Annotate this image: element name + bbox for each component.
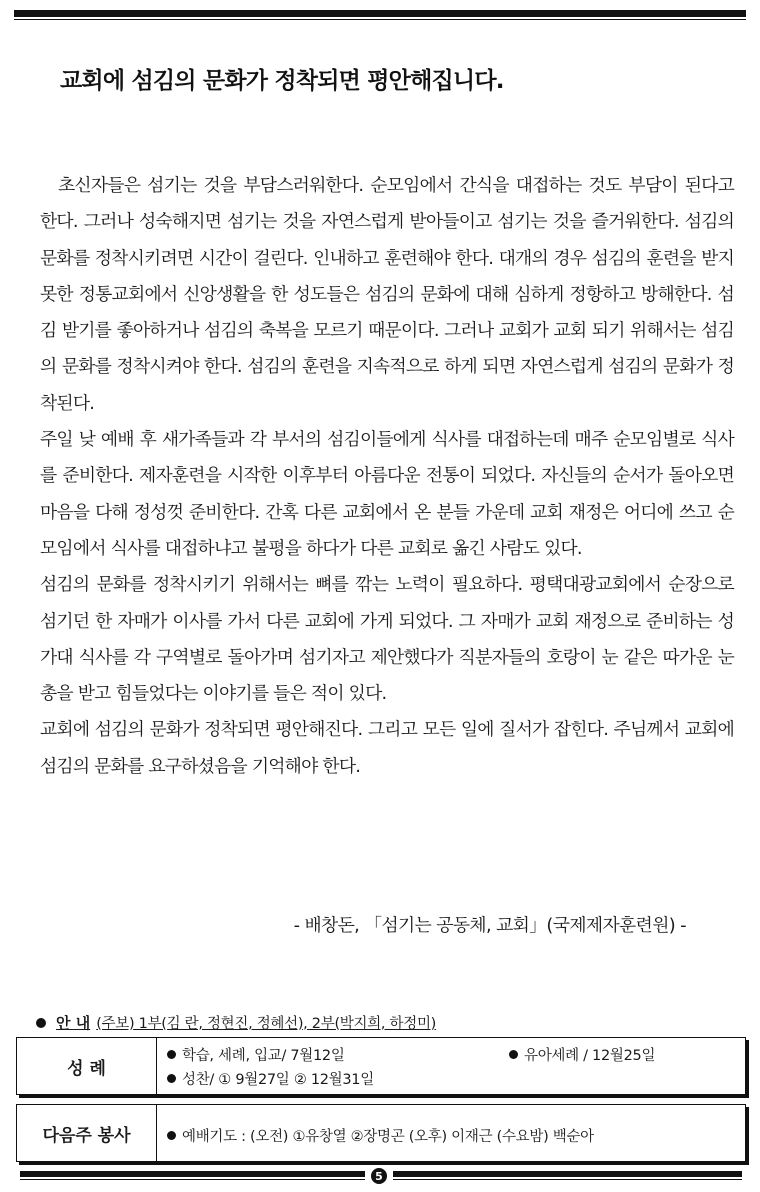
- citation: - 배창돈, 「섬기는 공동체, 교회」(국제제자훈련원) -: [293, 915, 686, 936]
- paragraph-4: 교회에 섬김의 문화가 정착되면 평안해진다. 그리고 모든 일에 질서가 잡힌다. 주님께서 교회에 섬김의 문화를 요구하셨음을 기억해야 한다.: [40, 719, 734, 777]
- bullet-icon: [167, 1131, 176, 1140]
- paragraph-2: 주일 낮 예배 후 새가족들과 각 부서의 섬김이들에게 식사를 대접하는데 매주 순모임별로 식사를 준비한다. 제자훈련을 시작한 이후부터 아름다운 전통이 되었다. 자신들의 순서가 돌아오면 마음을 다해 정성껏 준비한다. 간혹 다른 교회에서 온 분들 가운데 교회 재정은 어디에 쓰고 순모임에서 식사를 대접하냐고 불평을 하다가 다른 교회로 옮긴 사람도 있다.: [40, 429, 734, 559]
- sacrament-row: [16, 1037, 746, 1095]
- article-title: 교회에 섬김의 문화가 정착되면 평안해집니다.: [60, 68, 504, 94]
- top-rule: [14, 10, 746, 17]
- bottom-rule-right: [393, 1171, 742, 1177]
- notice-line: [36, 1012, 436, 1033]
- next-week-content: [157, 1105, 745, 1161]
- list-item: [167, 1068, 374, 1089]
- bottom-rule-left: [20, 1171, 365, 1177]
- list-item-text: 예배기도 : (오전) ①유창열 ②장명곤 (오후) 이재근 (수요밤) 백순아: [182, 1129, 594, 1145]
- page-number: 5: [371, 1168, 387, 1184]
- next-week-row: [16, 1104, 746, 1162]
- list-item-text: 유아세례 / 12월25일: [524, 1048, 656, 1064]
- list-item-text: 학습, 세례, 입교/ 7월12일: [182, 1048, 345, 1064]
- bullet-icon: [36, 1018, 46, 1028]
- sacrament-content: [157, 1038, 745, 1094]
- next-week-label: 다음주 봉사: [17, 1105, 157, 1161]
- sacrament-label: 성 례: [17, 1038, 157, 1094]
- paragraph-1: 초신자들은 섬기는 것을 부담스러워한다. 순모임에서 간식을 대접하는 것도 부담이 된다고 한다. 그러나 성숙해지면 섬기는 것을 자연스럽게 받아들이고 섬기는 것을 즐거워한다. 섬김의 문화를 정착시키려면 시간이 걸린다. 인내하고 훈련해야 한다. 대개의 경우 섬김의 훈련을 받지 못한 정통교회에서 신앙생활을 한 성도들은 섬김의 문화에 대해 심하게 정항하고 방해한다. 섬김 받기를 좋아하거나 섬김의 축복을 모르기 때문이다. 그러나 교회가 교회 되기 위해서는 섬김의 문화를 정착시켜야 한다. 섬김의 훈련을 지속적으로 하게 되면 자연스럽게 섬김의 문화가 정착된다.: [40, 175, 734, 414]
- notice-head: 안 내: [56, 1014, 91, 1032]
- bullet-icon: [509, 1050, 518, 1059]
- bullet-icon: [167, 1074, 176, 1083]
- list-item: [167, 1044, 345, 1065]
- top-rule-thin: [14, 19, 746, 20]
- notice-detail: (주보) 1부(김 란, 정현진, 정혜선), 2부(박지희, 하정미): [96, 1016, 437, 1032]
- article-body: [40, 168, 734, 785]
- list-item-text: 성찬/ ① 9월27일 ② 12월31일: [182, 1072, 374, 1088]
- bottom-rule-right-thin: [393, 1179, 742, 1180]
- list-item: [509, 1044, 655, 1065]
- list-item: [167, 1125, 594, 1146]
- bullet-icon: [167, 1050, 176, 1059]
- paragraph-3: 섬김의 문화를 정착시키기 위해서는 뼈를 깎는 노력이 필요하다. 평택대광교회에서 순장으로 섬기던 한 자매가 이사를 가서 다른 교회에 가게 되었다. 그 자매가 교회 재정으로 준비하는 성가대 식사를 각 구역별로 돌아가며 섬기자고 제안했다가 직분자들의 호랑이 눈 같은 따가운 눈총을 받고 힘들었다는 이야기를 들은 적이 있다.: [40, 574, 734, 705]
- bottom-rule-left-thin: [20, 1179, 365, 1180]
